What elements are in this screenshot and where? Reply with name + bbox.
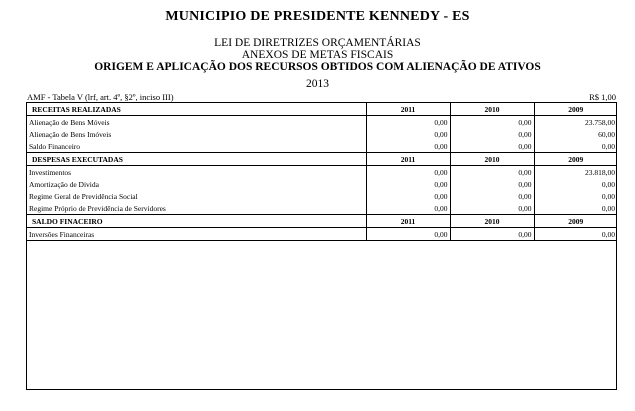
row-value: 0,00 bbox=[366, 228, 450, 241]
row-value: 23.758,00 bbox=[534, 116, 617, 129]
year-header: 2009 bbox=[534, 153, 617, 166]
row-label: Alienação de Bens Móveis bbox=[29, 117, 110, 127]
table-row bbox=[26, 116, 617, 129]
report-title: ORIGEM E APLICAÇÃO DOS RECURSOS OBTIDOS COM ALIENAÇÃO DE ATIVOS bbox=[94, 61, 541, 73]
section-header-saldo bbox=[26, 215, 617, 228]
table-row bbox=[26, 202, 617, 215]
row-value: 0,00 bbox=[534, 178, 617, 190]
section-title: SALDO FINACEIRO bbox=[26, 215, 366, 228]
currency-unit: R$ 1,00 bbox=[589, 92, 616, 102]
year-header: 2010 bbox=[450, 153, 534, 166]
row-value: 0,00 bbox=[534, 190, 617, 202]
row-value: 23.818,00 bbox=[534, 166, 617, 179]
row-value: 0,00 bbox=[366, 190, 450, 202]
section-title: RECEITAS REALIZADAS bbox=[26, 103, 366, 116]
row-value: 0,00 bbox=[366, 140, 450, 153]
row-label: Investimentos bbox=[29, 167, 72, 177]
row-value: 0,00 bbox=[366, 178, 450, 190]
report-year: 2013 bbox=[306, 78, 329, 90]
row-value: 0,00 bbox=[450, 190, 534, 202]
row-label: Alienação de Bens Imóveis bbox=[29, 129, 112, 139]
row-value: 60,00 bbox=[534, 128, 617, 140]
section-title: DESPESAS EXECUTADAS bbox=[26, 153, 366, 166]
municipality-title: MUNICIPIO DE PRESIDENTE KENNEDY - ES bbox=[165, 9, 470, 24]
year-header: 2011 bbox=[366, 215, 450, 228]
row-label: Regime Próprio de Previdência de Servidores bbox=[29, 203, 166, 213]
row-value: 0,00 bbox=[450, 116, 534, 129]
row-value: 0,00 bbox=[450, 166, 534, 179]
law-title: LEI DE DIRETRIZES ORÇAMENTÁRIAS bbox=[214, 37, 421, 49]
row-value: 0,00 bbox=[450, 140, 534, 153]
row-value: 0,00 bbox=[366, 202, 450, 215]
table-row bbox=[26, 228, 617, 241]
table-reference: AMF - Tabela V (lrf, art. 4º, §2º, inciso III) bbox=[27, 92, 174, 102]
row-label: Regime Geral de Previdência Social bbox=[29, 191, 138, 201]
year-header: 2010 bbox=[450, 103, 534, 116]
row-value: 0,00 bbox=[450, 178, 534, 190]
table-row bbox=[26, 178, 617, 190]
year-header: 2009 bbox=[534, 103, 617, 116]
table-row bbox=[26, 140, 617, 153]
row-value: 0,00 bbox=[366, 128, 450, 140]
row-value: 0,00 bbox=[366, 116, 450, 129]
table-row bbox=[26, 190, 617, 202]
row-value: 0,00 bbox=[366, 166, 450, 179]
row-value: 0,00 bbox=[450, 128, 534, 140]
year-header: 2011 bbox=[366, 103, 450, 116]
year-header: 2010 bbox=[450, 215, 534, 228]
section-header-receitas bbox=[26, 103, 617, 116]
table-row bbox=[26, 166, 617, 179]
row-label: Amortização de Divida bbox=[29, 179, 99, 189]
assets-table bbox=[26, 102, 617, 241]
year-header: 2011 bbox=[366, 153, 450, 166]
table-row bbox=[26, 128, 617, 140]
section-header-despesas bbox=[26, 153, 617, 166]
year-header: 2009 bbox=[534, 215, 617, 228]
row-value: 0,00 bbox=[450, 202, 534, 215]
row-value: 0,00 bbox=[534, 202, 617, 215]
row-label: Inversões Financeiras bbox=[26, 228, 366, 241]
annex-title: ANEXOS DE METAS FISCAIS bbox=[241, 49, 394, 61]
row-value: 0,00 bbox=[534, 140, 617, 153]
row-label: Saldo Financeiro bbox=[29, 141, 81, 151]
row-value: 0,00 bbox=[534, 228, 617, 241]
row-value: 0,00 bbox=[450, 228, 534, 241]
